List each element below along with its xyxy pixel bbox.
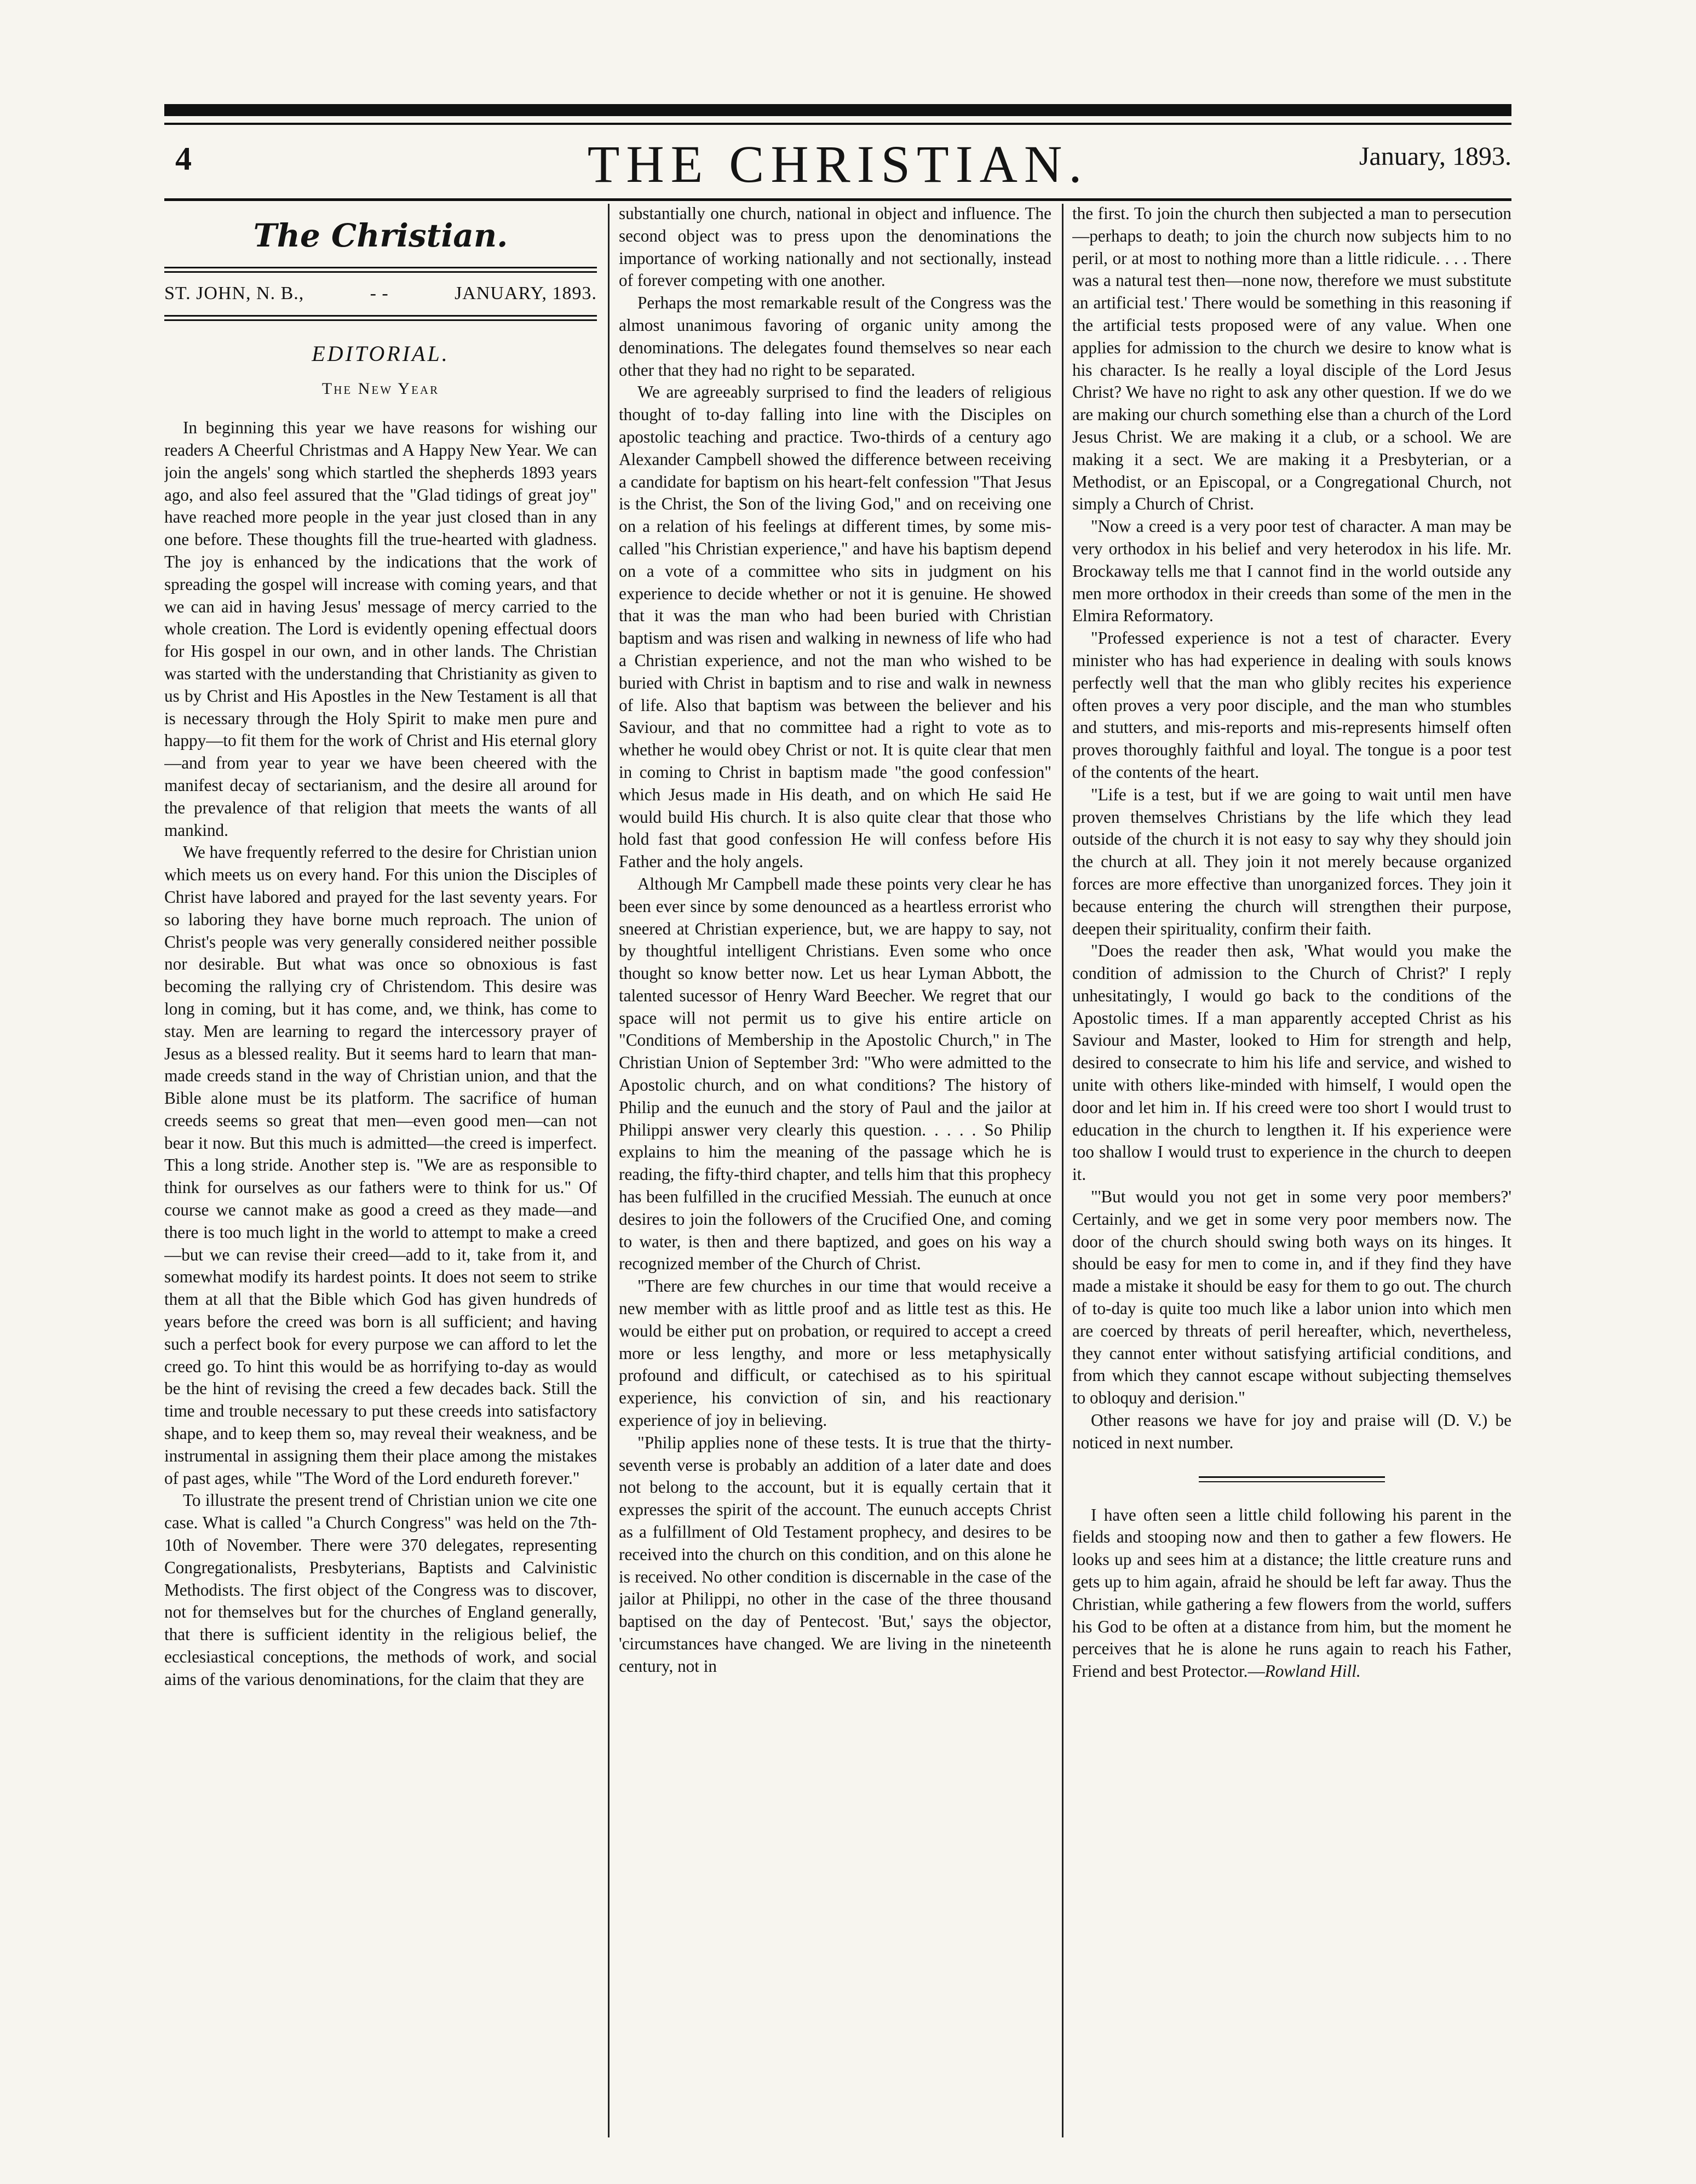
masthead-title: THE CHRISTIAN.	[587, 135, 1089, 193]
column-3	[1072, 203, 1511, 2153]
paragraph: We are agreeably surprised to find the leaders of religious thought of to-day falling into line with the Disciples on apostolic teaching and practice. Two-thirds of a century ago Alexander Campbell showed the difference between receiving a candidate for baptism on his heart-felt confession "That Jesus is the Christ, the Son of the living God," and on receiving one on a relation of his feelings at different times, by some mis-called "his Christian experience," and have his baptism depend on a vote of a committee who sits in judgment on his experience to decide whether or not it is genuine. He showed that it was the man who had been buried with Christian baptism and was risen and walking in newness of life who had a Christian experience, and not the man who wished to be buried with Christ in baptism and to rise and walk in newness of life. Also that baptism was between the believer and his Saviour, and that no committee had a right to vote as to whether he would obey Christ or not. It is quite clear that men in coming to Christ in baptism made "the good confession" which Jesus made in His death, and on which He said He would build His church. It is also quite clear that those who hold fast that good confession He will confess before His Father and the holy angels.	[619, 382, 1051, 872]
column-divider	[608, 204, 610, 2137]
paragraph: "Does the reader then ask, 'What would you make the condition of admission to the Church of Christ?' I reply unhesitatingly, I would go back to the conditions of the Apostolic times. If a man apparently accepted Christ as his Saviour and Master, looked to Him for strength and help, desired to consecrate to him his life and service, and wished to unite with others like-minded with himself, I would open the door and let him in. If his creed were too short I would trust to education in the church to lengthen it. If his experience were too shallow I would trust to experience in the church to deepen it.	[1072, 941, 1511, 1184]
dateline-place: ST. JOHN, N. B.,	[164, 283, 304, 303]
paragraph: "'But would you not get in some very poor members?' Certainly, and we get in some very poor members now. The door of the church should swing both ways on its hinges. It should be easy for men to come in, and if they find they have made a mistake it should be easy for them to go out. The church of to-day is quite too much like a labor union into which men are coerced by threats of peril hereafter, which, nevertheless, they cannot enter without satisfying artificial conditions, and from which they cannot escape without subjecting themselves to obloquy and derision."	[1072, 1187, 1511, 1408]
paragraph: To illustrate the present trend of Christian union we cite one case. What is called "a Church Congress" was held on the 7th-10th of November. There were 370 delegates, representing Congregationalists, Presbyterians, Baptists and Calvinistic Methodists. The first object of the Congress was to discover, not for themselves but for the churches of England generally, that there is sufficient identity in the religious belief, the ecclesiastical conceptions, the methods of work, and social aims of the various denominations, for the claim that they are	[164, 1491, 597, 1689]
paragraph: "Life is a test, but if we are going to wait until men have proven themselves Christians by the life which they lead outside of the church it is not easy to say why they should join the church at all. They join it not merely because organized forces are more effective than unorganized forces. They join it because entering the church will strengthen their purpose, deepen their spirituality, confirm their faith.	[1072, 784, 1511, 938]
paragraph: Although Mr Campbell made these points very clear he has been ever since by some denounced as a heartless errorist who sneered at Christian experience, but, we are happy to say, not by thoughtful intelligent Christians. Even some who once thought so know better now. Let us hear Lyman Abbott, the talented sucessor of Henry Ward Beecher. We regret that our space will not permit us to give his entire article on "Conditions of Membership in the Apostolic Church," in The Christian Union of September 3rd: "Who were admitted to the Apostolic church, and on what conditions? The history of Philip and the eunuch and the story of Paul and the jailor at Philippi answer very clearly this question. . . . . So Philip explains to him the meaning of the passage which he is reading, the fifty-third chapter, and tells him that this prophecy has been fulfilled in the crucified Messiah. The eunuch at once desires to join the followers of the Crucified One, and coming to water, is then and there baptized, and goes on his way a recognized member of the Church of Christ.	[619, 874, 1051, 1274]
column-1	[164, 203, 597, 2153]
paragraph: "Now a creed is a very poor test of character. A man may be very orthodox in his belief and very heterodox in his life. Mr. Brockaway tells me that I cannot find in the world outside any men more orthodox in their creeds than some of the men in the Elmira Reformatory.	[1072, 517, 1511, 626]
paragraph: In beginning this year we have reasons for wishing our readers A Cheerful Christmas and A Happy New Year. We can join the angels' song which startled the shepherds 1893 years ago, and also feel assured that the "Glad tidings of great joy" have reached more people in the year just closed than in any one before. These thoughts fill the true-hearted with gladness. The joy is enhanced by the indications that the work of spreading the gospel will increase with coming years, and that we can aid in having Jesus' message of mercy carried to the whole creation. The Lord is evidently opening effectual doors for His gospel in our own, and in other lands. The Christian was started with the understanding that Christianity as given to us by Christ and His Apostles in the New Testament is all that is necessary through the Holy Spirit to make men pure and happy—to fit them for the work of Christ and His eternal glory—and from year to year we have been cheered with the manifest decay of sectarianism, and the desire all around for the prevalence of that religion that meets the wants of all mankind.	[164, 418, 597, 840]
column-2	[619, 203, 1051, 2153]
paragraph: "Philip applies none of these tests. It is true that the thirty-seventh verse is probably an addition of a later date and does not belong to the account, but it is equally certain that it expresses the spirit of the account. The eunuch accepts Christ as a fulfillment of Old Testament prophecy, and desires to be received into the church on this condition, and on this alone he is received. No other condition is discernable in the case of the jailor at Philippi, no other in the case of the three thousand baptised on the day of Pentecost. 'But,' says the objector, 'circumstances have changed. We are living in the nineteenth century, not in	[619, 1432, 1051, 1676]
dateline-date: JANUARY, 1893.	[455, 283, 597, 303]
article-title: The New Year	[321, 380, 440, 398]
article-separator	[1199, 1476, 1385, 1478]
issue-date: January, 1893.	[1359, 142, 1511, 171]
title-rule	[164, 267, 597, 273]
dateline	[164, 283, 597, 305]
paragraph: Perhaps the most remarkable result of the Congress was the almost unanimous favoring of organic unity among the denominations. The delegates found themselves so near each other that they had no right to be separated.	[619, 293, 1051, 380]
article-separator	[1199, 1481, 1385, 1482]
closing-paragraph	[1072, 1504, 1511, 1683]
closing-signature: Rowland Hill.	[1264, 1661, 1361, 1681]
dateline-separator: - -	[370, 283, 389, 303]
paragraph: substantially one church, national in object and influence. The second object was to press upon the denominations the importance of working nationally and not sectionally, instead of forever competing with one another.	[619, 204, 1051, 290]
top-border-thin-rule	[164, 123, 1511, 125]
page-number: 4	[175, 141, 192, 177]
section-heading: EDITORIAL.	[312, 341, 450, 366]
paragraph: "Professed experience is not a test of character. Every minister who has had experience in dealing with souls knows perfectly well that the man who glibly recites his experience often proves a very poor disciple, and the man who stumbles and stutters, and mis-reports and mis-represents himself often proves thoroughly faithful and loyal. The tongue is a poor test of the contents of the heart.	[1072, 628, 1511, 782]
column-divider	[1062, 204, 1063, 2137]
paper-title: The Christian.	[253, 217, 508, 254]
header-rule	[164, 198, 1511, 201]
paragraph: We have frequently referred to the desire for Christian union which meets us on every hand. For this union the Disciples of Christ have labored and prayed for the last seventy years. For so laboring they have borne much reproach. The union of Christ's people was very generally considered neither possible nor desirable. But what was once so obnoxious is fast becoming the rallying cry of Christendom. This desire was long in coming, but it has come, and, we think, has come to stay. Men are learning to regard the intercessory prayer of Jesus as a blessed reality. But it seems hard to learn that man-made creeds stand in the way of Christian union, and that the Bible alone must be its platform. The sacrifice of human creeds seems so great that men—even good men—can not bear it now. But this much is admitted—the creed is imperfect. This a long stride. Another step is. "We are as responsible to think for ourselves as our fathers were to think for us." Of course we cannot make as good a creed as they made—and there is too much light in the world to attempt to make a creed—but we can revise their creed—add to it, take from it, and somewhat modify its hardest points. It does not seem to strike them at all that the Bible which God has given hundreds of years before the creed was born is all sufficient; and having such a perfect book for every purpose we can afford to let the creed go. To hint this would be as horrifying to-day as would be the hint of revising the creed a few decades back. Still the time and trouble necessary to put these creeds into satisfactory shape, and to keep them so, may reveal their weakness, and be instrumental in assigning them their place among the mistakes of past ages, while "The Word of the Lord endureth forever."	[164, 842, 597, 1488]
closing-text: I have often seen a little child following his parent in the fields and stooping now and then to gather a few flowers. He looks up and sees him at a distance; the little creature runs and gets up to him again, afraid he should be left far away. Thus the Christian, while gathering a few flowers from the world, suffers his God to be often at a distance from him, but the moment he perceives that he is alone he runs again to reach his Father, Friend and best Protector.—	[1072, 1505, 1511, 1681]
paragraph: "There are few churches in our time that would receive a new member with as little proof and as little test as this. He would be either put on probation, or required to accept a creed more or less lengthy, and more or less metaphysically profound and difficult, or catechised as to his spiritual experience, his conviction of sin, and his reactionary experience of joy in believing.	[619, 1276, 1051, 1430]
paragraph: the first. To join the church then subjected a man to persecution—perhaps to death; to join the church now subjects him to no peril, or at most to nothing more than a little ridicule. . . . There was a natural test then—none now, therefore we must substitute an artificial test.' There would be something in this reasoning if the artificial tests proposed were of any value. When one applies for admission to the church we desire to know what is his character. Is he really a loyal disciple of the Lord Jesus Christ? We have no right to ask any other question. If we do we are making our church something else than a church of the Lord Jesus Christ. We are making it a club, or a school. We are making it a sect. We are making it a Presbyterian, or a Methodist, or an Episcopal, or a Congregational Church, not simply a Church of Christ.	[1072, 204, 1511, 514]
paragraph: Other reasons we have for joy and praise will (D. V.) be noticed in next number.	[1072, 1411, 1511, 1452]
top-border-rule	[164, 104, 1511, 116]
dateline-rule	[164, 315, 597, 321]
